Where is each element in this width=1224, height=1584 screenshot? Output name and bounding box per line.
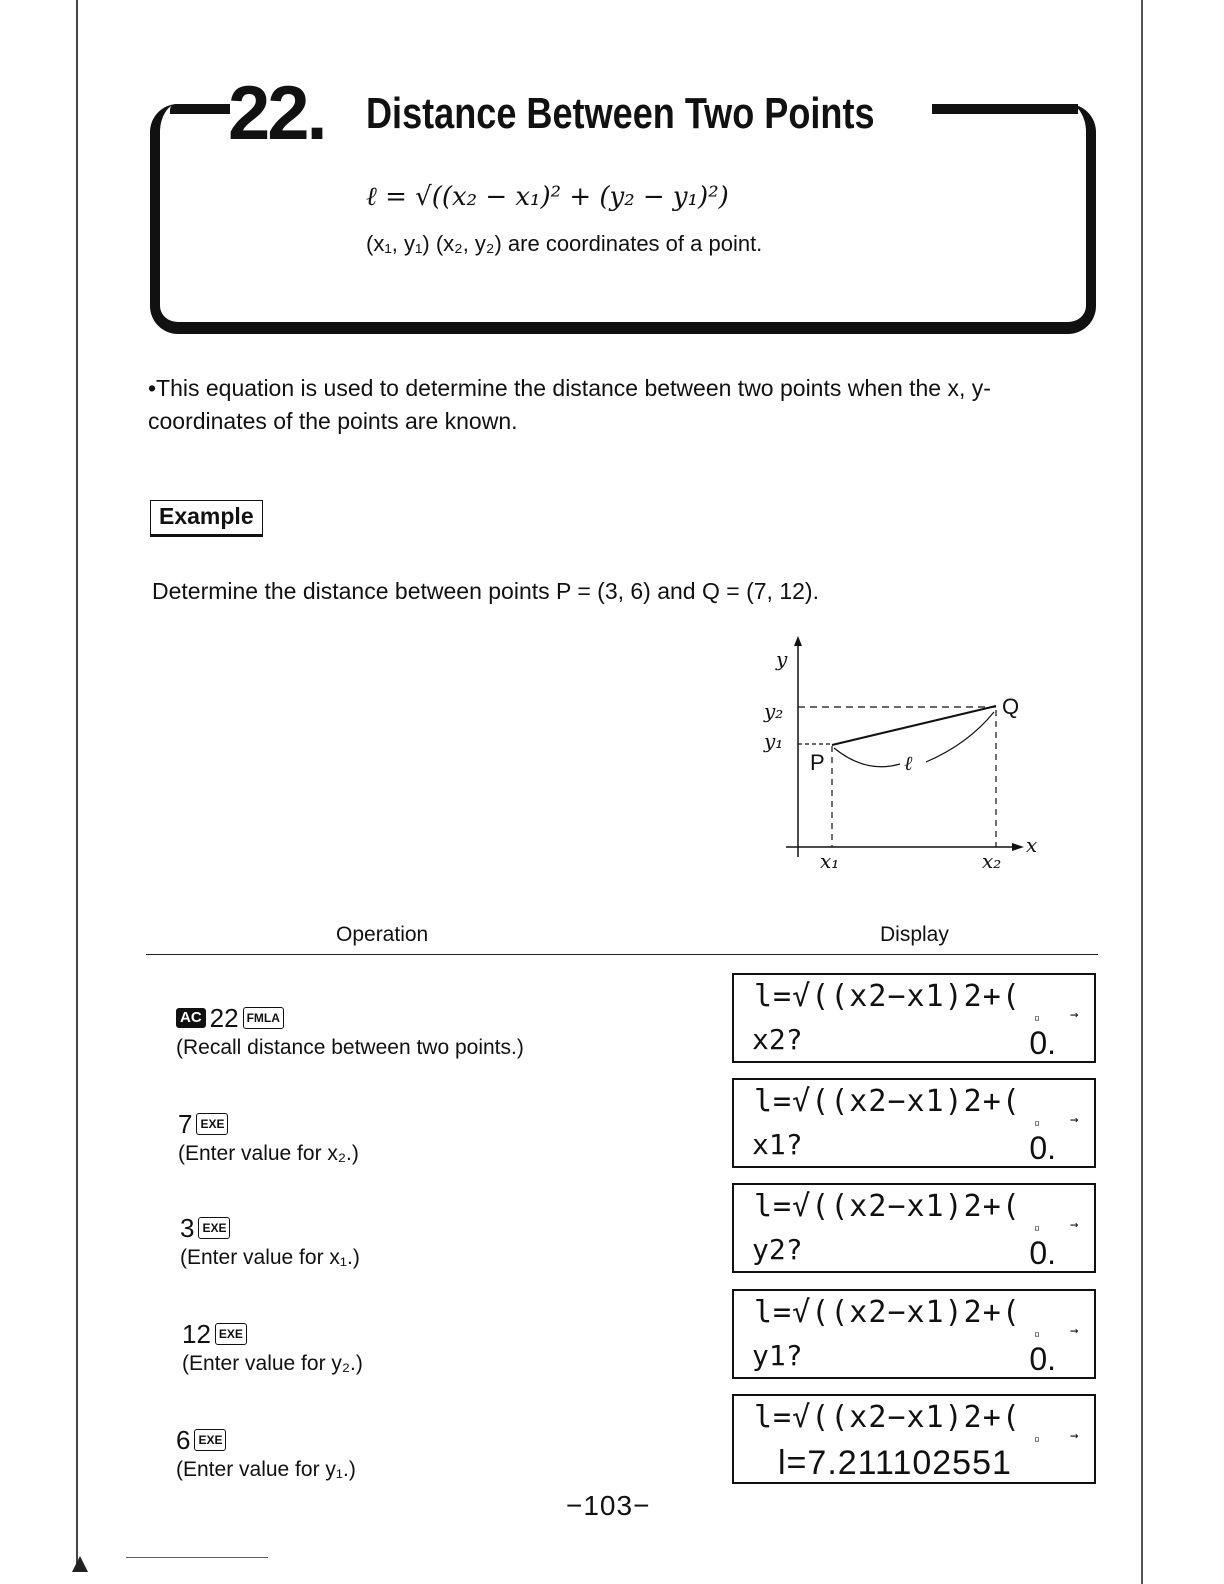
lcd-prompt: x2? xyxy=(752,1023,803,1056)
lcd-value: 0. xyxy=(1029,1341,1056,1377)
lcd-prompt: y1? xyxy=(752,1339,803,1372)
step-entry-2: 7 xyxy=(178,1108,193,1139)
step-operation-1 xyxy=(176,1002,524,1060)
x1-label: x₁ xyxy=(820,849,840,873)
page-number: −103− xyxy=(566,1490,651,1521)
lcd-formula-line: l=√((x2−x1)2+( xyxy=(754,1400,1021,1435)
ell-leader xyxy=(834,748,900,767)
binding-edge-right xyxy=(1141,0,1143,1584)
step-keys-5 xyxy=(176,1424,356,1456)
exe-key: EXE xyxy=(198,1217,230,1239)
binding-edge-left xyxy=(76,0,78,1568)
step-entry-3: 3 xyxy=(180,1212,195,1243)
y2-label: y₂ xyxy=(764,699,784,723)
lcd-formula-line: l=√((x2−x1)2+( xyxy=(754,1189,1021,1224)
lcd-arrow-icon: → xyxy=(1070,1112,1079,1128)
exe-key: EXE xyxy=(215,1323,247,1345)
lcd-value: 0. xyxy=(1029,1025,1056,1061)
lcd-display-5 xyxy=(732,1394,1096,1484)
section-number: 22. xyxy=(228,71,325,156)
header-frame-top-left xyxy=(170,104,230,114)
step-operation-2 xyxy=(178,1108,359,1166)
step-operation-4 xyxy=(182,1318,363,1376)
step-operation-3 xyxy=(180,1212,360,1270)
table-header-rule xyxy=(146,954,1098,955)
step-entry-1: 22 xyxy=(209,1002,239,1033)
point-q-label: Q xyxy=(1002,694,1020,719)
lcd-result: l=7.211102551 xyxy=(778,1444,1012,1482)
step-note-5: (Enter value for y₁.) xyxy=(176,1458,356,1481)
lcd-arrow-icon: → xyxy=(1070,1007,1079,1023)
lcd-arrow-icon: → xyxy=(1070,1217,1079,1233)
lcd-formula-line: l=√((x2−x1)2+( xyxy=(754,1084,1021,1119)
step-keys-4 xyxy=(182,1318,363,1350)
y-axis-arrow xyxy=(794,636,802,646)
distance-formula: ℓ = √((x₂ − x₁)² + (y₂ − y₁)²) xyxy=(366,182,729,212)
coordinates-note: (x₁, y₁) (x₂, y₂) are coordinates of a point. xyxy=(366,231,763,256)
distance-diagram xyxy=(748,632,1048,882)
x-axis-label: x xyxy=(1026,833,1038,857)
lcd-cursor-icon: ▫ xyxy=(1034,1013,1041,1024)
step-keys-1 xyxy=(176,1002,524,1034)
step-note-4: (Enter value for y₂.) xyxy=(182,1352,363,1375)
intro-paragraph: •This equation is used to determine the distance between two points when the x, y-coordinates of the points are known. xyxy=(148,375,991,434)
display-column-header: Display xyxy=(880,923,949,946)
lcd-cursor-icon: ▫ xyxy=(1034,1118,1041,1129)
step-keys-3 xyxy=(180,1212,360,1244)
lcd-formula-line: l=√((x2−x1)2+( xyxy=(754,1295,1021,1330)
operation-column-header: Operation xyxy=(336,923,429,946)
y-axis-label: y xyxy=(776,647,788,671)
lcd-formula-line: l=√((x2−x1)2+( xyxy=(754,979,1021,1014)
lcd-display-3 xyxy=(732,1183,1096,1273)
lcd-display-2 xyxy=(732,1078,1096,1168)
lcd-arrow-icon: → xyxy=(1070,1323,1079,1339)
section-title: Distance Between Two Points xyxy=(366,89,875,138)
lcd-value: 0. xyxy=(1029,1130,1056,1166)
ell-label: ℓ xyxy=(904,751,913,775)
x-axis-arrow xyxy=(1012,843,1024,851)
step-entry-4: 12 xyxy=(182,1318,211,1349)
bottom-rule xyxy=(126,1557,268,1558)
header-frame-top-right xyxy=(932,104,1078,114)
example-tag: Example xyxy=(150,500,263,537)
fmla-key: FMLA xyxy=(243,1007,284,1029)
lcd-display-1 xyxy=(732,973,1096,1063)
segment-pq xyxy=(832,706,996,745)
ac-key: AC xyxy=(176,1008,206,1028)
lcd-value: 0. xyxy=(1029,1235,1056,1271)
lcd-prompt: y2? xyxy=(752,1233,803,1266)
x2-label: x₂ xyxy=(982,849,1002,873)
step-keys-2 xyxy=(178,1108,359,1140)
step-operation-5 xyxy=(176,1424,356,1482)
example-problem: Determine the distance between points P = (3, 6) and Q = (7, 12). xyxy=(152,578,819,604)
corner-mark-icon xyxy=(72,1556,88,1572)
step-entry-5: 6 xyxy=(176,1424,191,1455)
lcd-cursor-icon: ▫ xyxy=(1034,1223,1041,1234)
lcd-prompt: x1? xyxy=(752,1128,803,1161)
lcd-cursor-icon: ▫ xyxy=(1034,1329,1041,1340)
lcd-cursor-icon: ▫ xyxy=(1034,1434,1041,1445)
step-note-3: (Enter value for x₁.) xyxy=(180,1246,360,1269)
exe-key: EXE xyxy=(196,1113,228,1135)
point-p-label: P xyxy=(810,750,825,775)
exe-key: EXE xyxy=(194,1429,226,1451)
lcd-arrow-icon: → xyxy=(1070,1428,1079,1444)
y1-label: y₁ xyxy=(764,729,784,753)
step-note-1: (Recall distance between two points.) xyxy=(176,1036,524,1059)
step-note-2: (Enter value for x₂.) xyxy=(178,1142,359,1165)
lcd-display-4 xyxy=(732,1289,1096,1379)
